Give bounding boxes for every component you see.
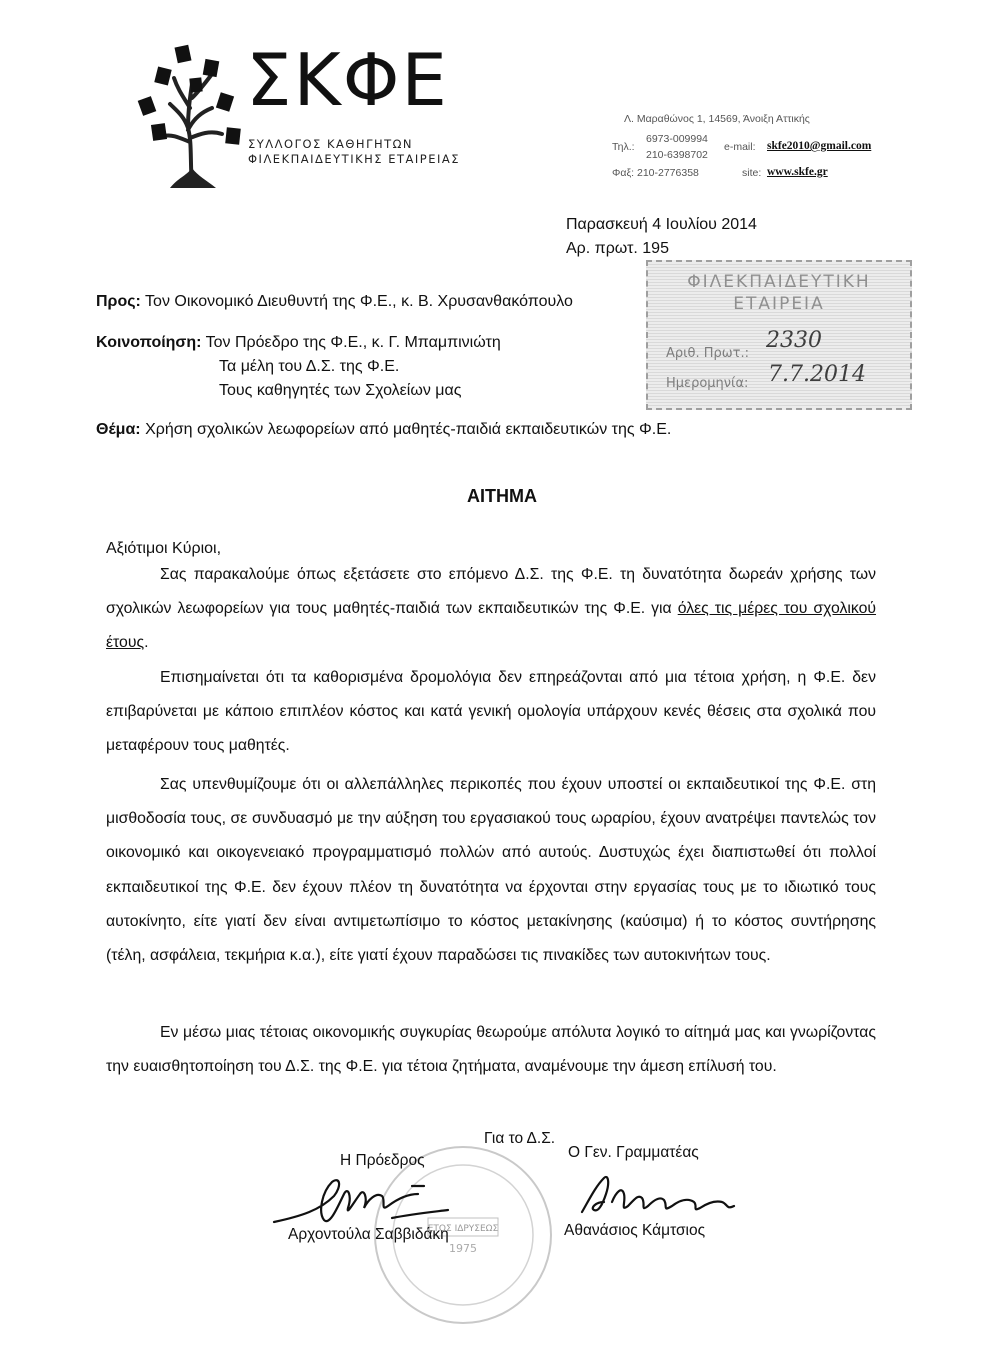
protocol-stamp	[646, 260, 912, 410]
seal-year: 1975	[449, 1242, 477, 1255]
address-text: Λ. Μαραθώνος 1, 14569, Άνοιξη Αττικής	[624, 113, 810, 125]
seal-year-label: ΕΤΟΣ ΙΔΡΥΣΕΩΣ	[427, 1224, 499, 1234]
tree-logo-icon	[130, 38, 250, 188]
to-text: Τον Οικονομικό Διευθυντή της Φ.Ε., κ. Β. Χρυσανθακόπουλο	[145, 293, 573, 310]
tel-number-1: 6973-009994	[646, 133, 708, 145]
paragraph-2: Επισημαίνεται ότι τα καθορισμένα δρομολόγια δεν επηρεάζονται από μια τέτοια χρήση, η Φ.Ε. δεν επιβαρύνεται με κάποιο επιπλέον κόστος και κατά γενική ομολογία υπάρχουν κενές θέσεις στα σχολικά που μεταφέρουν τους μαθητές.	[106, 669, 876, 755]
subject-label: Θέμα:	[96, 421, 141, 438]
email-link[interactable]: skfe2010@gmail.com	[767, 140, 872, 152]
stamp-number-label: Αριθ. Πρωτ.:	[666, 346, 750, 361]
stamp-number-value: 2330	[766, 328, 822, 353]
secretary-name: Αθανάσιος Κάμτσιος	[564, 1222, 706, 1239]
organization-subtitle-line-1: ΣΥΛΛΟΓΟΣ ΚΑΘΗΓΗΤΩΝ	[248, 137, 414, 151]
secretary-signature-icon	[576, 1172, 746, 1225]
stamp-date-value: 7.7.2014	[768, 362, 866, 387]
cc-recipient-1: Τον Πρόεδρο της Φ.Ε., κ. Γ. Μπαμπινιώτη	[205, 334, 501, 351]
site-label: site:	[742, 167, 762, 179]
protocol-number: Αρ. πρωτ. 195	[566, 240, 669, 257]
tel-number-2: 210-6398702	[646, 149, 708, 161]
letter-body-4	[106, 1016, 876, 1084]
letter-title: ΑΙΤΗΜΑ	[467, 486, 537, 506]
organization-subtitle	[248, 137, 460, 167]
letter-body-2	[106, 661, 876, 764]
letter-body	[106, 558, 876, 661]
stamp-date-label: Ημερομηνία:	[666, 376, 749, 391]
president-name: Αρχοντούλα Σαββιδάκη	[288, 1226, 449, 1243]
salutation: Αξιότιμοι Κύριοι,	[106, 540, 222, 557]
subject-text: Χρήση σχολικών λεωφορείων από μαθητές-παιδιά εκπαιδευτικών της Φ.Ε.	[145, 421, 672, 438]
cc-recipient-2: Τα μέλη του Δ.Σ. της Φ.Ε.	[219, 358, 400, 375]
fax-text: Φαξ: 210-2776358	[612, 167, 699, 179]
letter-body-3	[106, 768, 876, 973]
stamp-organization-line-2: ΕΤΑΙΡΕΙΑ	[733, 294, 825, 314]
to-label: Προς:	[96, 293, 141, 310]
president-title: Η Πρόεδρος	[340, 1152, 425, 1169]
stamp-organization-line-1: ΦΙΛΕΚΠΑΙΔΕΥΤΙΚΗ	[687, 272, 871, 292]
cc-label: Κοινοποίηση:	[96, 334, 202, 351]
email-label: e-mail:	[724, 141, 756, 153]
paragraph-1	[106, 558, 876, 661]
paragraph-4: Εν μέσω μιας τέτοιας οικονομικής συγκυρίας θεωρούμε απόλυτα λογικό το αίτημά μας και γνωρίζοντας την ευαισθητοποίηση του Δ.Σ. της Φ.Ε. για τέτοια ζητήματα, αναμένουμε την άμεση επίλυσή του.	[106, 1024, 876, 1076]
secretary-title: Ο Γεν. Γραμματέας	[568, 1144, 699, 1161]
paragraph-1-end: .	[144, 634, 149, 652]
for-board-label: Για το Δ.Σ.	[484, 1130, 556, 1147]
subject-line	[96, 418, 671, 442]
organization-subtitle-line-2: ΦΙΛΕΚΠΑΙΔΕΥΤΙΚΗΣ ΕΤΑΙΡΕΙΑΣ	[248, 152, 460, 166]
tel-label: Τηλ.:	[612, 141, 635, 153]
site-link[interactable]: www.skfe.gr	[767, 166, 828, 178]
cc-recipient-3: Τους καθηγητές των Σχολείων μας	[219, 382, 462, 399]
organization-logo-title: ΣΚΦΕ	[246, 38, 449, 122]
paragraph-1-text: Σας παρακαλούμε όπως εξετάσετε στο επόμενο Δ.Σ. της Φ.Ε. τη δυνατότητα δωρεάν χρήσης των σχολικών λεωφορείων για τους μαθητές-παιδιά των εκπαιδευτικών της Φ.Ε. για	[106, 566, 876, 618]
paragraph-1-underlined: όλες τις μέρες του σχολικού έτους	[106, 600, 877, 652]
recipient-line	[96, 290, 573, 314]
paragraph-3: Σας υπενθυμίζουμε ότι οι αλλεπάλληλες περικοπές που έχουν υποστεί οι εκπαιδευτικοί της Φ.Ε. στη μισθοδοσία τους, σε συνδυασμό με την αύξηση του εργασιακού τους ωραρίου, έχουν ανατρέψει παντελώς τον οικονομικό και οικογενειακό προγραμματισμό πολλών από αυτούς. Δυστυχώς έχει διαπιστωθεί ότι πολλοί εκπαιδευτικοί της Φ.Ε. δεν έχουν πλέον τη δυνατότητα να έρχονται στην εργασίας τους με το ιδιωτικό τους αυτοκίνητο, είτε γιατί δεν είναι αντιμετωπίσιμο το κόστος μετακίνησης (καύσιμα) ή το κόστος συντήρησης (τέλη, ασφάλεια, τεκμήρια κ.α.), είτε γιατί έχουν παραδώσει τις πινακίδες των αυτοκινήτων τους.	[106, 776, 876, 965]
cc-line	[96, 331, 501, 355]
letter-date: Παρασκευή 4 Ιουλίου 2014	[566, 216, 757, 233]
